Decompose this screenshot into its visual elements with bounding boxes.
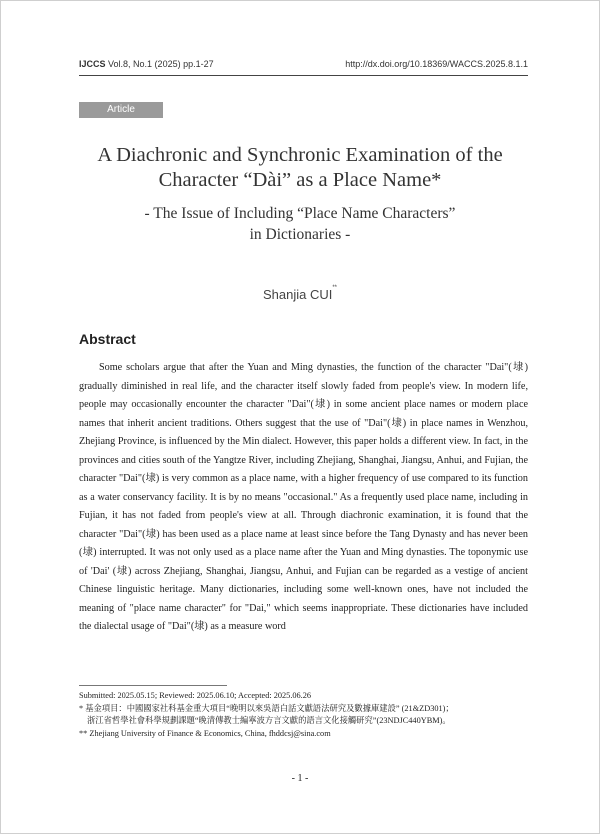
volume-info: Vol.8, No.1 (2025) pp.1-27	[108, 59, 214, 69]
author-line	[0, 287, 600, 302]
paper-title	[60, 143, 540, 193]
header-divider	[79, 75, 528, 76]
page-number: - 1 -	[291, 773, 309, 784]
footnote-divider	[79, 685, 227, 686]
abstract-text: Some scholars argue that after the Yuan and Ming dynasties, the function of the character "Dai"(埭) gradually diminished in real life, and the character itself slowly faded from people's view. In modern life, people may occasionally encounter the character "Dai"(埭) in some ancient place names or modern place names that inherit ancient traditions. Others suggest that the use of "Dai"(埭) in place names in Wenzhou, Zhejiang Province, is influenced by the Min dialect. However, this paper holds a different view. In fact, in the provinces and cities south of the Yangtze River, including Zhejiang, Shanghai, Jiangsu, Anhui, and Fujian, the character "Dai"(埭) is very common as a place name, with a higher frequency of use compared to its function as a water conservancy facility. It is by no means "occasional." As a frequently used place name, including in Fujian, it has not faded from people's view at all. Through diachronic examination, it is found that the character "Dai"(埭) has been used as a place name at least since before the Tang Dynasty and has never been (埭) interrupted. It was not only used as a place name after the Yuan and Ming dynasties. The toponymic use of 'Dai' (埭) across Zhejiang, Shanghai, Jiangsu, Anhui, and Fujian can be regarded as a vestige of ancient Chinese linguistic heritage. Many dictionaries, including some well-known ones, have not included the meaning of "place name character" for "Dai," which seems inappropriate. These dictionaries have included the dialectal usage of "Dai"(埭) as a measure word	[79, 362, 528, 632]
paper-subtitle	[70, 203, 530, 245]
journal-abbr: IJCCS	[79, 59, 106, 69]
subtitle-line-2: in Dictionaries -	[249, 226, 351, 243]
title-line-1: A Diachronic and Synchronic Examination of the	[97, 144, 503, 166]
running-header	[79, 59, 528, 73]
doi-link[interactable]: http://dx.doi.org/10.18369/WACCS.2025.8.1.1	[345, 59, 528, 69]
funding-note-line-2: 浙江省哲學社會科學規劃課題“晚清傳教士編寧波方言文獻的語言文化接觸研究”(23NDJC440YBM)。	[87, 716, 451, 725]
title-line-2: Character “Dài” as a Place Name*	[158, 169, 442, 191]
funding-note-line-1: * 基金項目：中國國家社科基金重大項目“晚明以來吳語白話文獻語法研究及數據庫建設” (21&ZD301)；	[79, 703, 454, 713]
author-name: Shanjia CUI	[262, 287, 333, 302]
article-type-badge: Article	[79, 102, 163, 118]
subtitle-line-1: - The Issue of Including “Place Name Characters”	[144, 205, 456, 222]
submission-dates: Submitted: 2025.05.15; Reviewed: 2025.06.10; Accepted: 2025.06.26	[79, 691, 312, 700]
footnotes	[79, 690, 540, 740]
journal-citation	[79, 59, 214, 69]
author-footnote-mark[interactable]: **	[332, 285, 338, 291]
author-affiliation: ** Zhejiang University of Finance & Economics, China, fhddcsj@sina.com	[79, 728, 331, 738]
abstract-heading: Abstract	[79, 331, 136, 347]
